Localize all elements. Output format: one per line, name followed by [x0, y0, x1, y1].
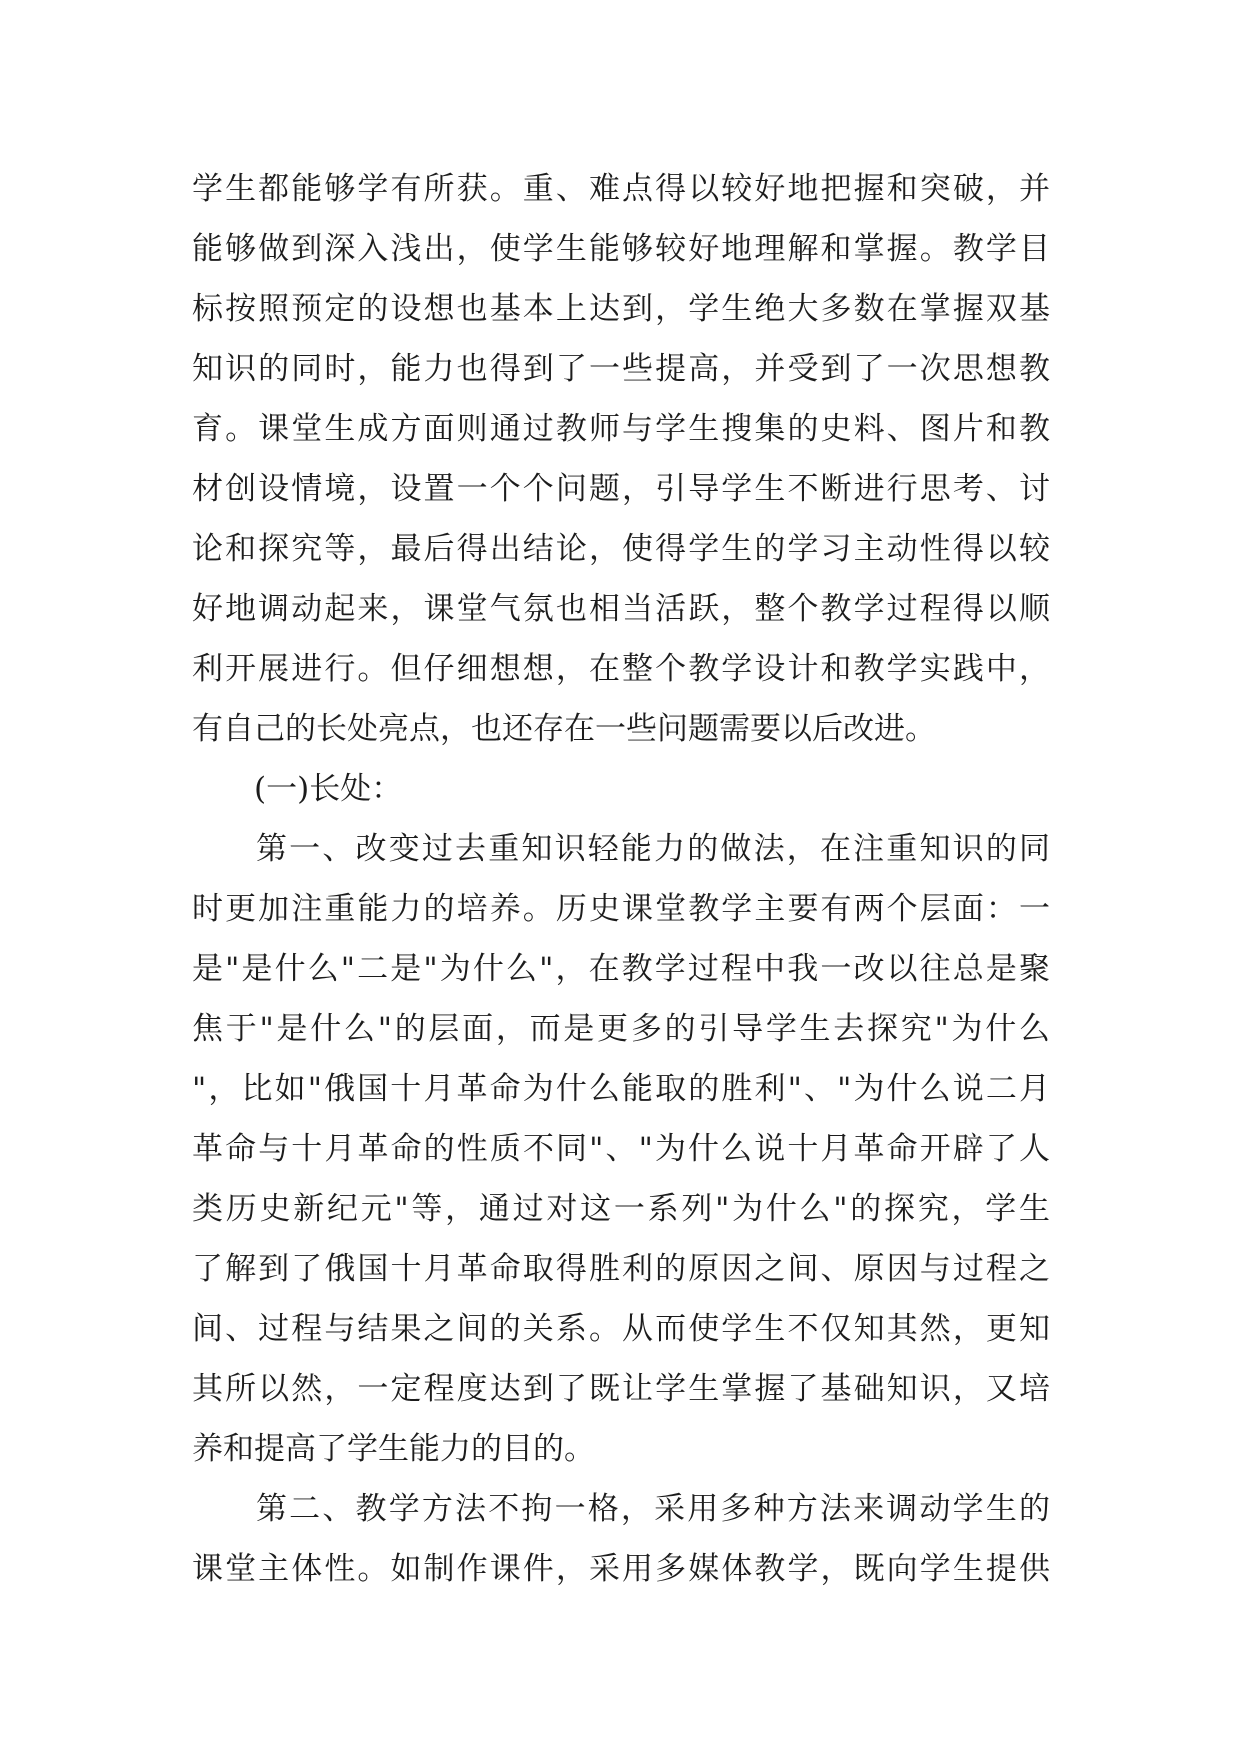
paragraph-line: 好地调动起来，课堂气氛也相当活跃，整个教学过程得以顺	[192, 591, 1050, 627]
paragraph-line: 论和探究等，最后得出结论，使得学生的学习主动性得以较	[192, 531, 1050, 567]
section-heading: (一)长处：	[254, 771, 403, 807]
paragraph-line: 利开展进行。但仔细想想，在整个教学设计和教学实践中，	[192, 651, 1050, 687]
paragraph-line: "，比如"俄国十月革命为什么能取的胜利"、"为什么说二月	[192, 1071, 1050, 1107]
paragraph-line: 标按照预定的设想也基本上达到，学生绝大多数在掌握双基	[192, 291, 1050, 327]
paragraph-line: 能够做到深入浅出，使学生能够较好地理解和掌握。教学目	[192, 231, 1050, 267]
paragraph-line: 课堂主体性。如制作课件，采用多媒体教学，既向学生提供	[192, 1551, 1050, 1587]
paragraph-line: 其所以然，一定程度达到了既让学生掌握了基础知识，又培	[192, 1371, 1050, 1407]
paragraph-line: 革命与十月革命的性质不同"、"为什么说十月革命开辟了人	[192, 1131, 1050, 1167]
paragraph-2	[192, 819, 1050, 1479]
paragraph-3	[192, 1479, 1050, 1599]
paragraph-line: 学生都能够学有所获。重、难点得以较好地把握和突破，并	[192, 171, 1050, 207]
paragraph-line: 时更加注重能力的培养。历史课堂教学主要有两个层面：一	[192, 891, 1050, 927]
paragraph-line: 养和提高了学生能力的目的。	[192, 1431, 595, 1467]
paragraph-line: 育。课堂生成方面则通过教师与学生搜集的史料、图片和教	[192, 411, 1050, 447]
paragraph-line: 间、过程与结果之间的关系。从而使学生不仅知其然，更知	[192, 1311, 1050, 1347]
document-body	[192, 159, 1050, 1599]
paragraph-line: 第二、教学方法不拘一格，采用多种方法来调动学生的	[256, 1491, 1050, 1527]
paragraph-line: 焦于"是什么"的层面，而是更多的引导学生去探究"为什么	[192, 1011, 1050, 1047]
paragraph-line: 知识的同时，能力也得到了一些提高，并受到了一次思想教	[192, 351, 1050, 387]
paragraph-line: 第一、改变过去重知识轻能力的做法，在注重知识的同	[256, 831, 1050, 867]
paragraph-line: 了解到了俄国十月革命取得胜利的原因之间、原因与过程之	[192, 1251, 1050, 1287]
paragraph-line: 是"是什么"二是"为什么"，在教学过程中我一改以往总是聚	[192, 951, 1050, 987]
paragraph-line: 有自己的长处亮点，也还存在一些问题需要以后改进。	[192, 711, 936, 747]
paragraph-line: 类历史新纪元"等，通过对这一系列"为什么"的探究，学生	[192, 1191, 1050, 1227]
paragraph-1	[192, 159, 1050, 759]
paragraph-line: 材创设情境，设置一个个问题，引导学生不断进行思考、讨	[192, 471, 1050, 507]
